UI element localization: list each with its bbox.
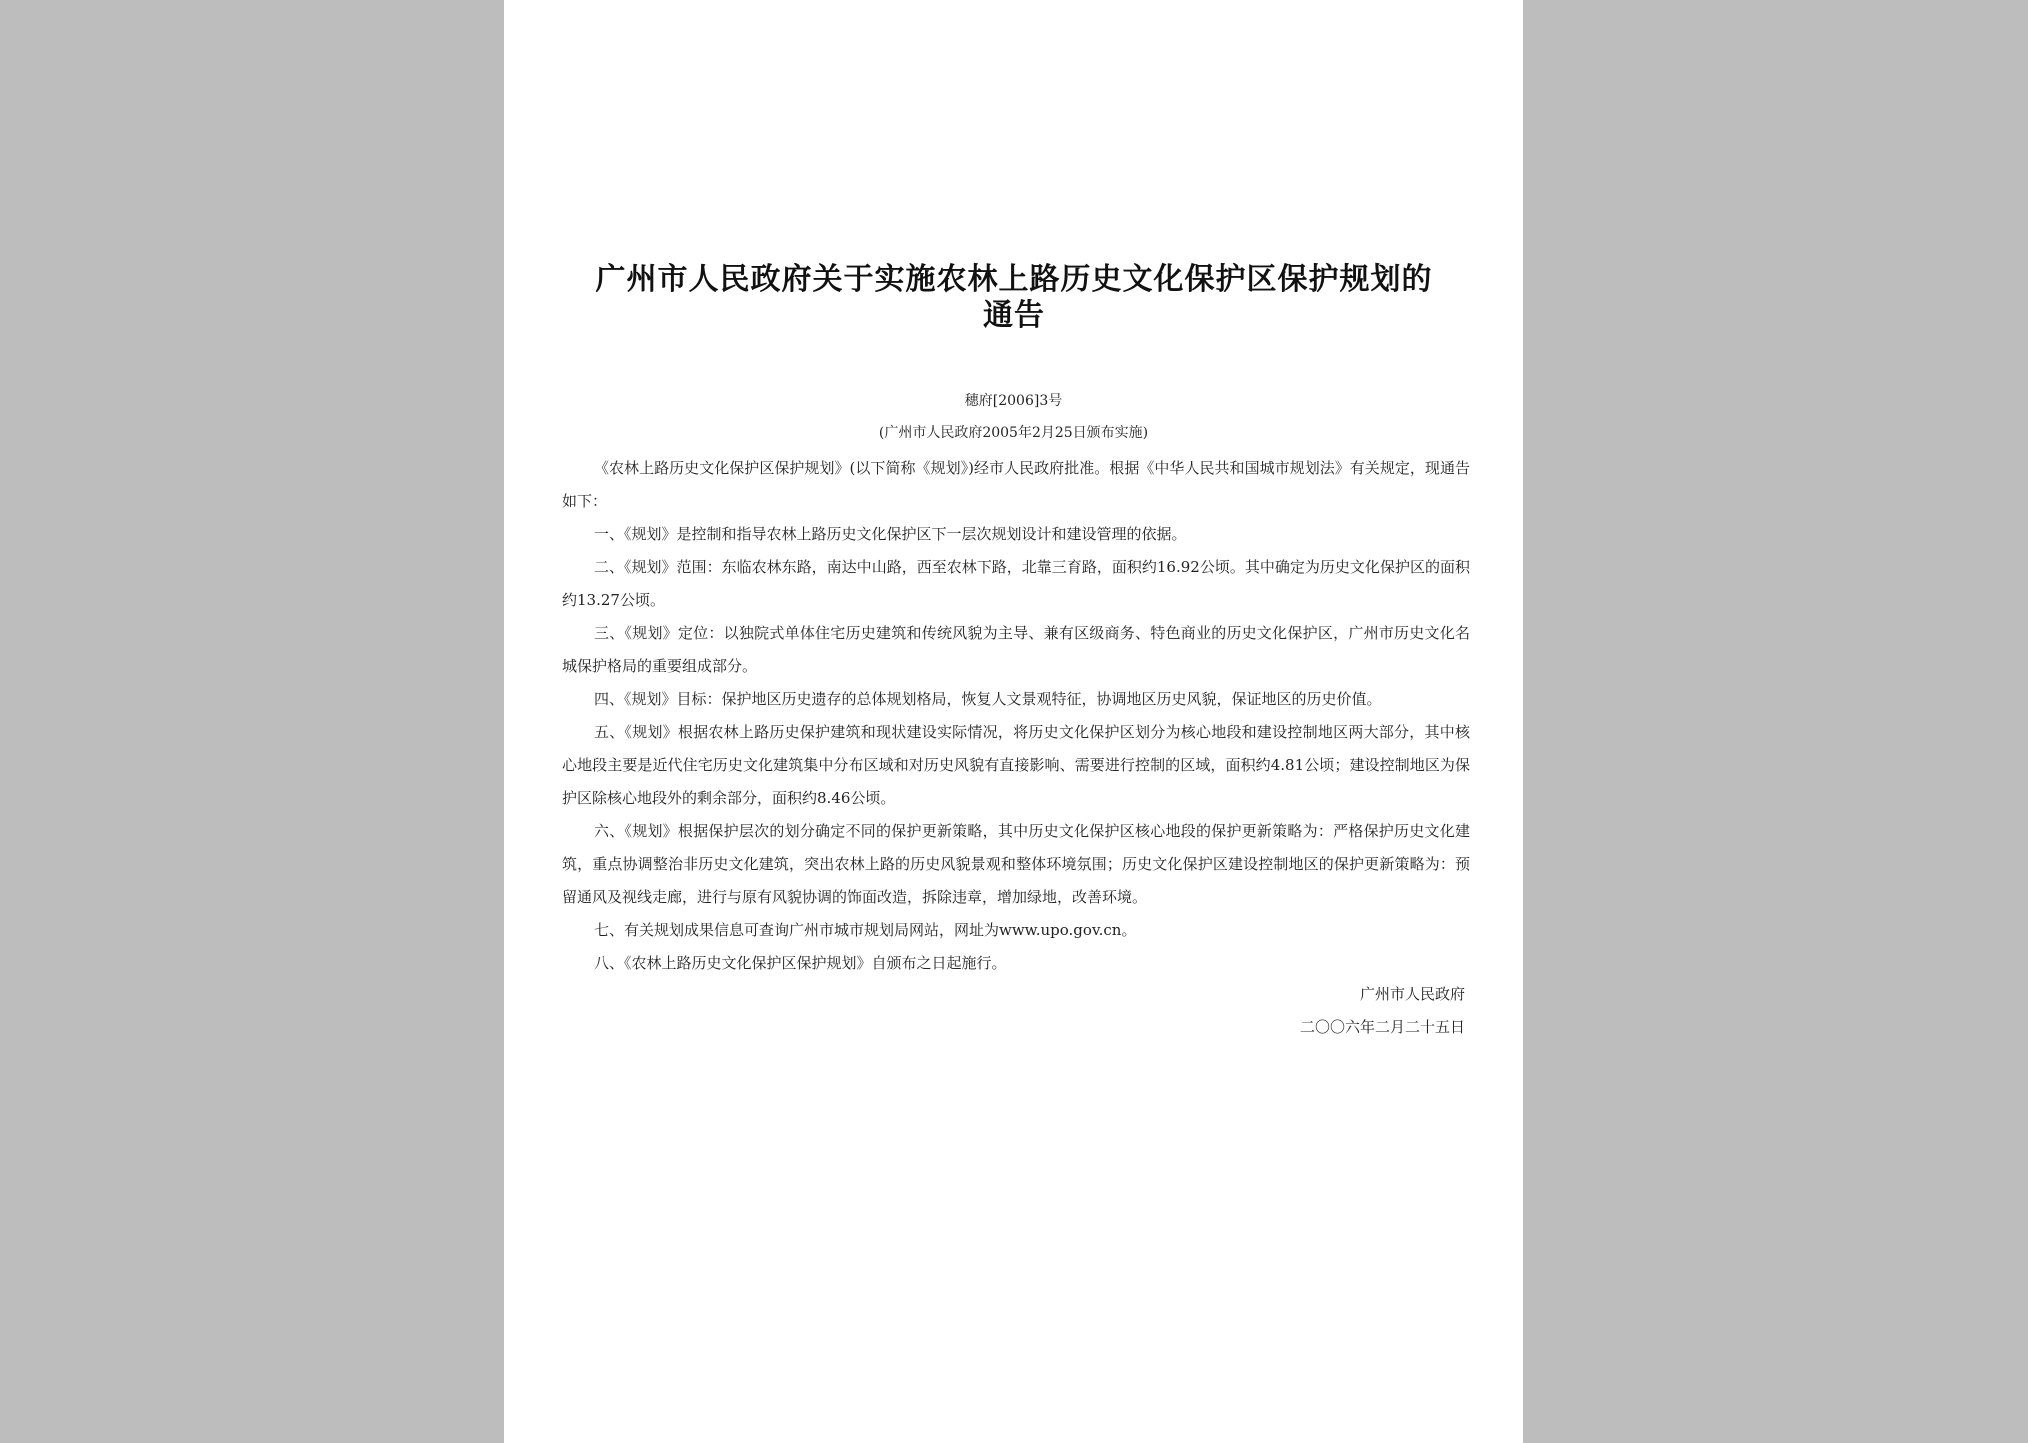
- signature-date: 二〇〇六年二月二十五日: [1299, 1018, 1465, 1036]
- paragraph-7: 七、有关规划成果信息可查询广州市城市规划局网站，网址为www.upo.gov.cn。: [594, 921, 1137, 939]
- signature-block: [1300, 978, 1465, 1044]
- promulgation-note: (广州市人民政府2005年2月25日颁布实施): [878, 425, 1149, 441]
- document-page: [504, 0, 1523, 1443]
- document-title: 广州市人民政府关于实施农林上路历史文化保护区保护规划的通告: [595, 262, 1433, 333]
- document-number: 穗府[2006]3号: [964, 393, 1063, 409]
- paragraph-5: 五、《规划》根据农林上路历史保护建筑和现状建设实际情况，将历史文化保护区划分为核心地段和建设控制地区两大部分，其中核心地段主要是近代住宅历史文化建筑集中分布区域和对历史风貌有直接影响、需要进行控制的区域，面积约4.81公顷；建设控制地区为保护区除核心地段外的剩余部分，面积约8.46公顷。: [562, 723, 1470, 807]
- paragraph-3: 三、《规划》定位：以独院式单体住宅历史建筑和传统风貌为主导、兼有区级商务、特色商业的历史文化保护区，广州市历史文化名城保护格局的重要组成部分。: [562, 624, 1470, 675]
- paragraph-6: 六、《规划》根据保护层次的划分确定不同的保护更新策略，其中历史文化保护区核心地段的保护更新策略为：严格保护历史文化建筑，重点协调整治非历史文化建筑，突出农林上路的历史风貌景观和整体环境氛围；历史文化保护区建设控制地区的保护更新策略为：预留通风及视线走廊，进行与原有风貌协调的饰面改造，拆除违章，增加绿地，改善环境。: [562, 822, 1470, 906]
- paragraph-8: 八、《农林上路历史文化保护区保护规划》自颁布之日起施行。: [594, 954, 1007, 972]
- paragraph-1: 一、《规划》是控制和指导农林上路历史文化保护区下一层次规划设计和建设管理的依据。: [594, 525, 1187, 543]
- paragraph-4: 四、《规划》目标：保护地区历史遗存的总体规划格局，恢复人文景观特征，协调地区历史风貌，保证地区的历史价值。: [594, 690, 1382, 708]
- paragraph-2: 二、《规划》范围：东临农林东路，南达中山路，西至农林下路，北靠三育路，面积约16.92公顷。其中确定为历史文化保护区的面积约13.27公顷。: [562, 558, 1470, 609]
- signature-issuer: 广州市人民政府: [1359, 985, 1465, 1003]
- document-body: [562, 452, 1470, 980]
- paragraph-intro: 《农林上路历史文化保护区保护规划》(以下简称《规划》)经市人民政府批准。根据《中华人民共和国城市规划法》有关规定，现通告如下：: [562, 459, 1470, 510]
